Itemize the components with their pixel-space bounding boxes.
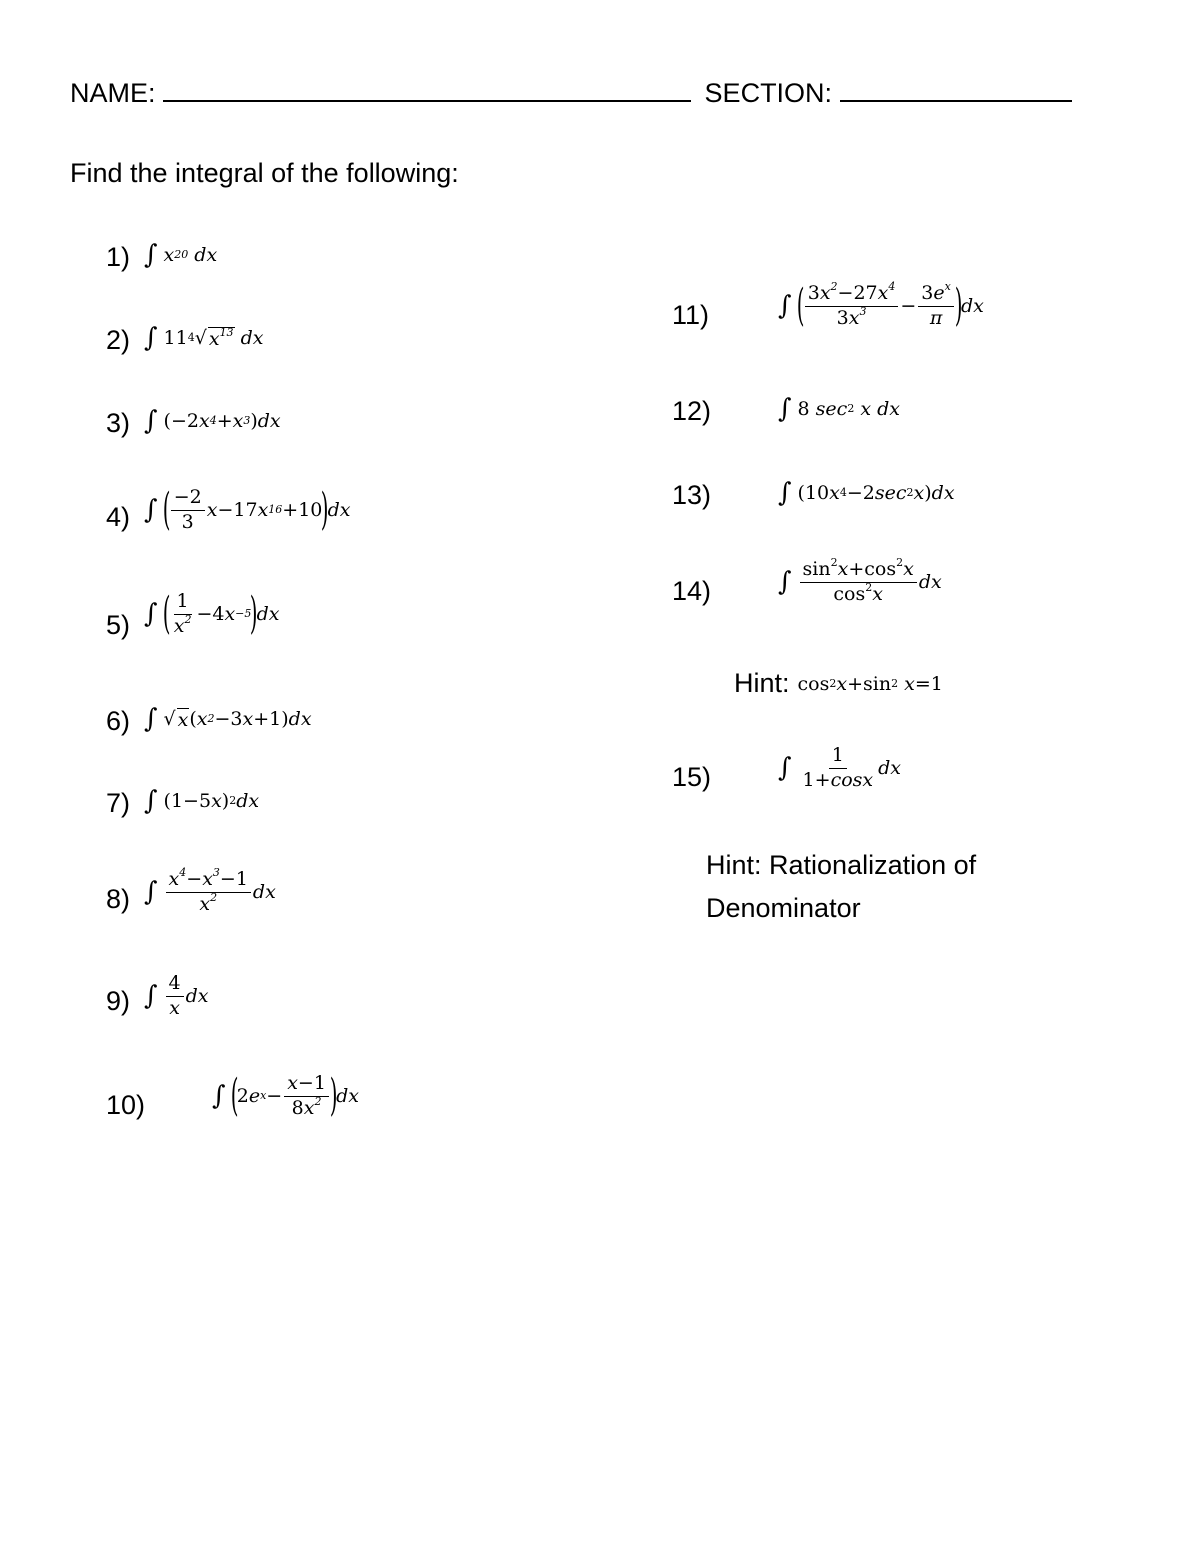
problem-13-expression: ∫ (10 x 4 −2 sec 2 x ) dx — [778, 478, 955, 508]
problem-number: 13) — [672, 480, 712, 510]
section-blank-line — [840, 76, 1072, 102]
problem-number: 11) — [672, 300, 710, 330]
section-label: SECTION: — [704, 78, 833, 108]
name-label: NAME: — [70, 78, 156, 108]
problem-2-expression: ∫ 11 4 √ $x^{13}$ dx — [144, 323, 264, 353]
problem-number: 4) — [106, 502, 131, 532]
problem-number: 5) — [106, 610, 131, 640]
problem-15-expression: ∫ $\frac{1}{1+\cos x}$ dx — [778, 744, 901, 791]
hint-rationalization: Hint: Rationalization of Denominator — [706, 850, 977, 923]
instruction-text: Find the integral of the following: — [70, 158, 459, 188]
problem-9-expression: ∫ $\frac{4}{x}$ dx — [144, 972, 209, 1019]
name-field — [70, 76, 1072, 109]
problem-number: 6) — [106, 706, 131, 736]
problem-10-expression: ∫ ( 2 e x − $\frac{x-1}{8x^2}$ ) dx — [212, 1070, 359, 1122]
problem-5-expression: ∫ ( $\frac{1}{x^2}$ −4 x −5 ) dx — [144, 588, 280, 640]
problem-7-expression: ∫ (1−5 x ) 2 dx — [144, 786, 260, 816]
problem-number: 1) — [106, 242, 131, 272]
problem-11-expression: ∫ ( $\frac{3x^2-27x^4}{3x^3}$ − $\frac{3e^x}{\pi}$ ) dx — [778, 280, 984, 332]
problem-6-expression: ∫ √ x ( x 2 −3 x +1) dx — [144, 704, 312, 734]
hint-label: Hint: — [734, 668, 790, 698]
problem-8-expression: ∫ $\frac{x^4-x^3-1}{x^2}$ dx — [144, 866, 276, 915]
problem-number: 2) — [106, 325, 131, 355]
problem-1-expression: ∫ x 20 dx — [144, 240, 218, 270]
hint-identity-expression: cos 2 x +sin 2 x =1 — [797, 672, 943, 695]
hint-identity — [734, 668, 943, 699]
problem-number: 9) — [106, 986, 131, 1016]
problem-number: 8) — [106, 884, 131, 914]
problem-number: 12) — [672, 396, 712, 426]
problem-number: 15) — [672, 762, 712, 792]
problem-12-expression: ∫ 8 sec 2 x dx — [778, 394, 901, 424]
problem-4-expression: ∫ ( $\frac{-2}{3}$ x −17 x 16 +10 ) dx — [144, 484, 351, 536]
problem-number: 3) — [106, 408, 131, 438]
problem-14-expression: ∫ $\frac{\sin^2x+\cos^2x}{\cos^2x}$ dx — [778, 556, 942, 605]
problem-number: 7) — [106, 788, 131, 818]
problem-3-expression: ∫ (−2 x 4 + x 3 ) dx — [144, 406, 281, 436]
name-blank-line — [163, 76, 691, 102]
problem-number: 10) — [106, 1090, 146, 1120]
problem-number: 14) — [672, 576, 712, 606]
